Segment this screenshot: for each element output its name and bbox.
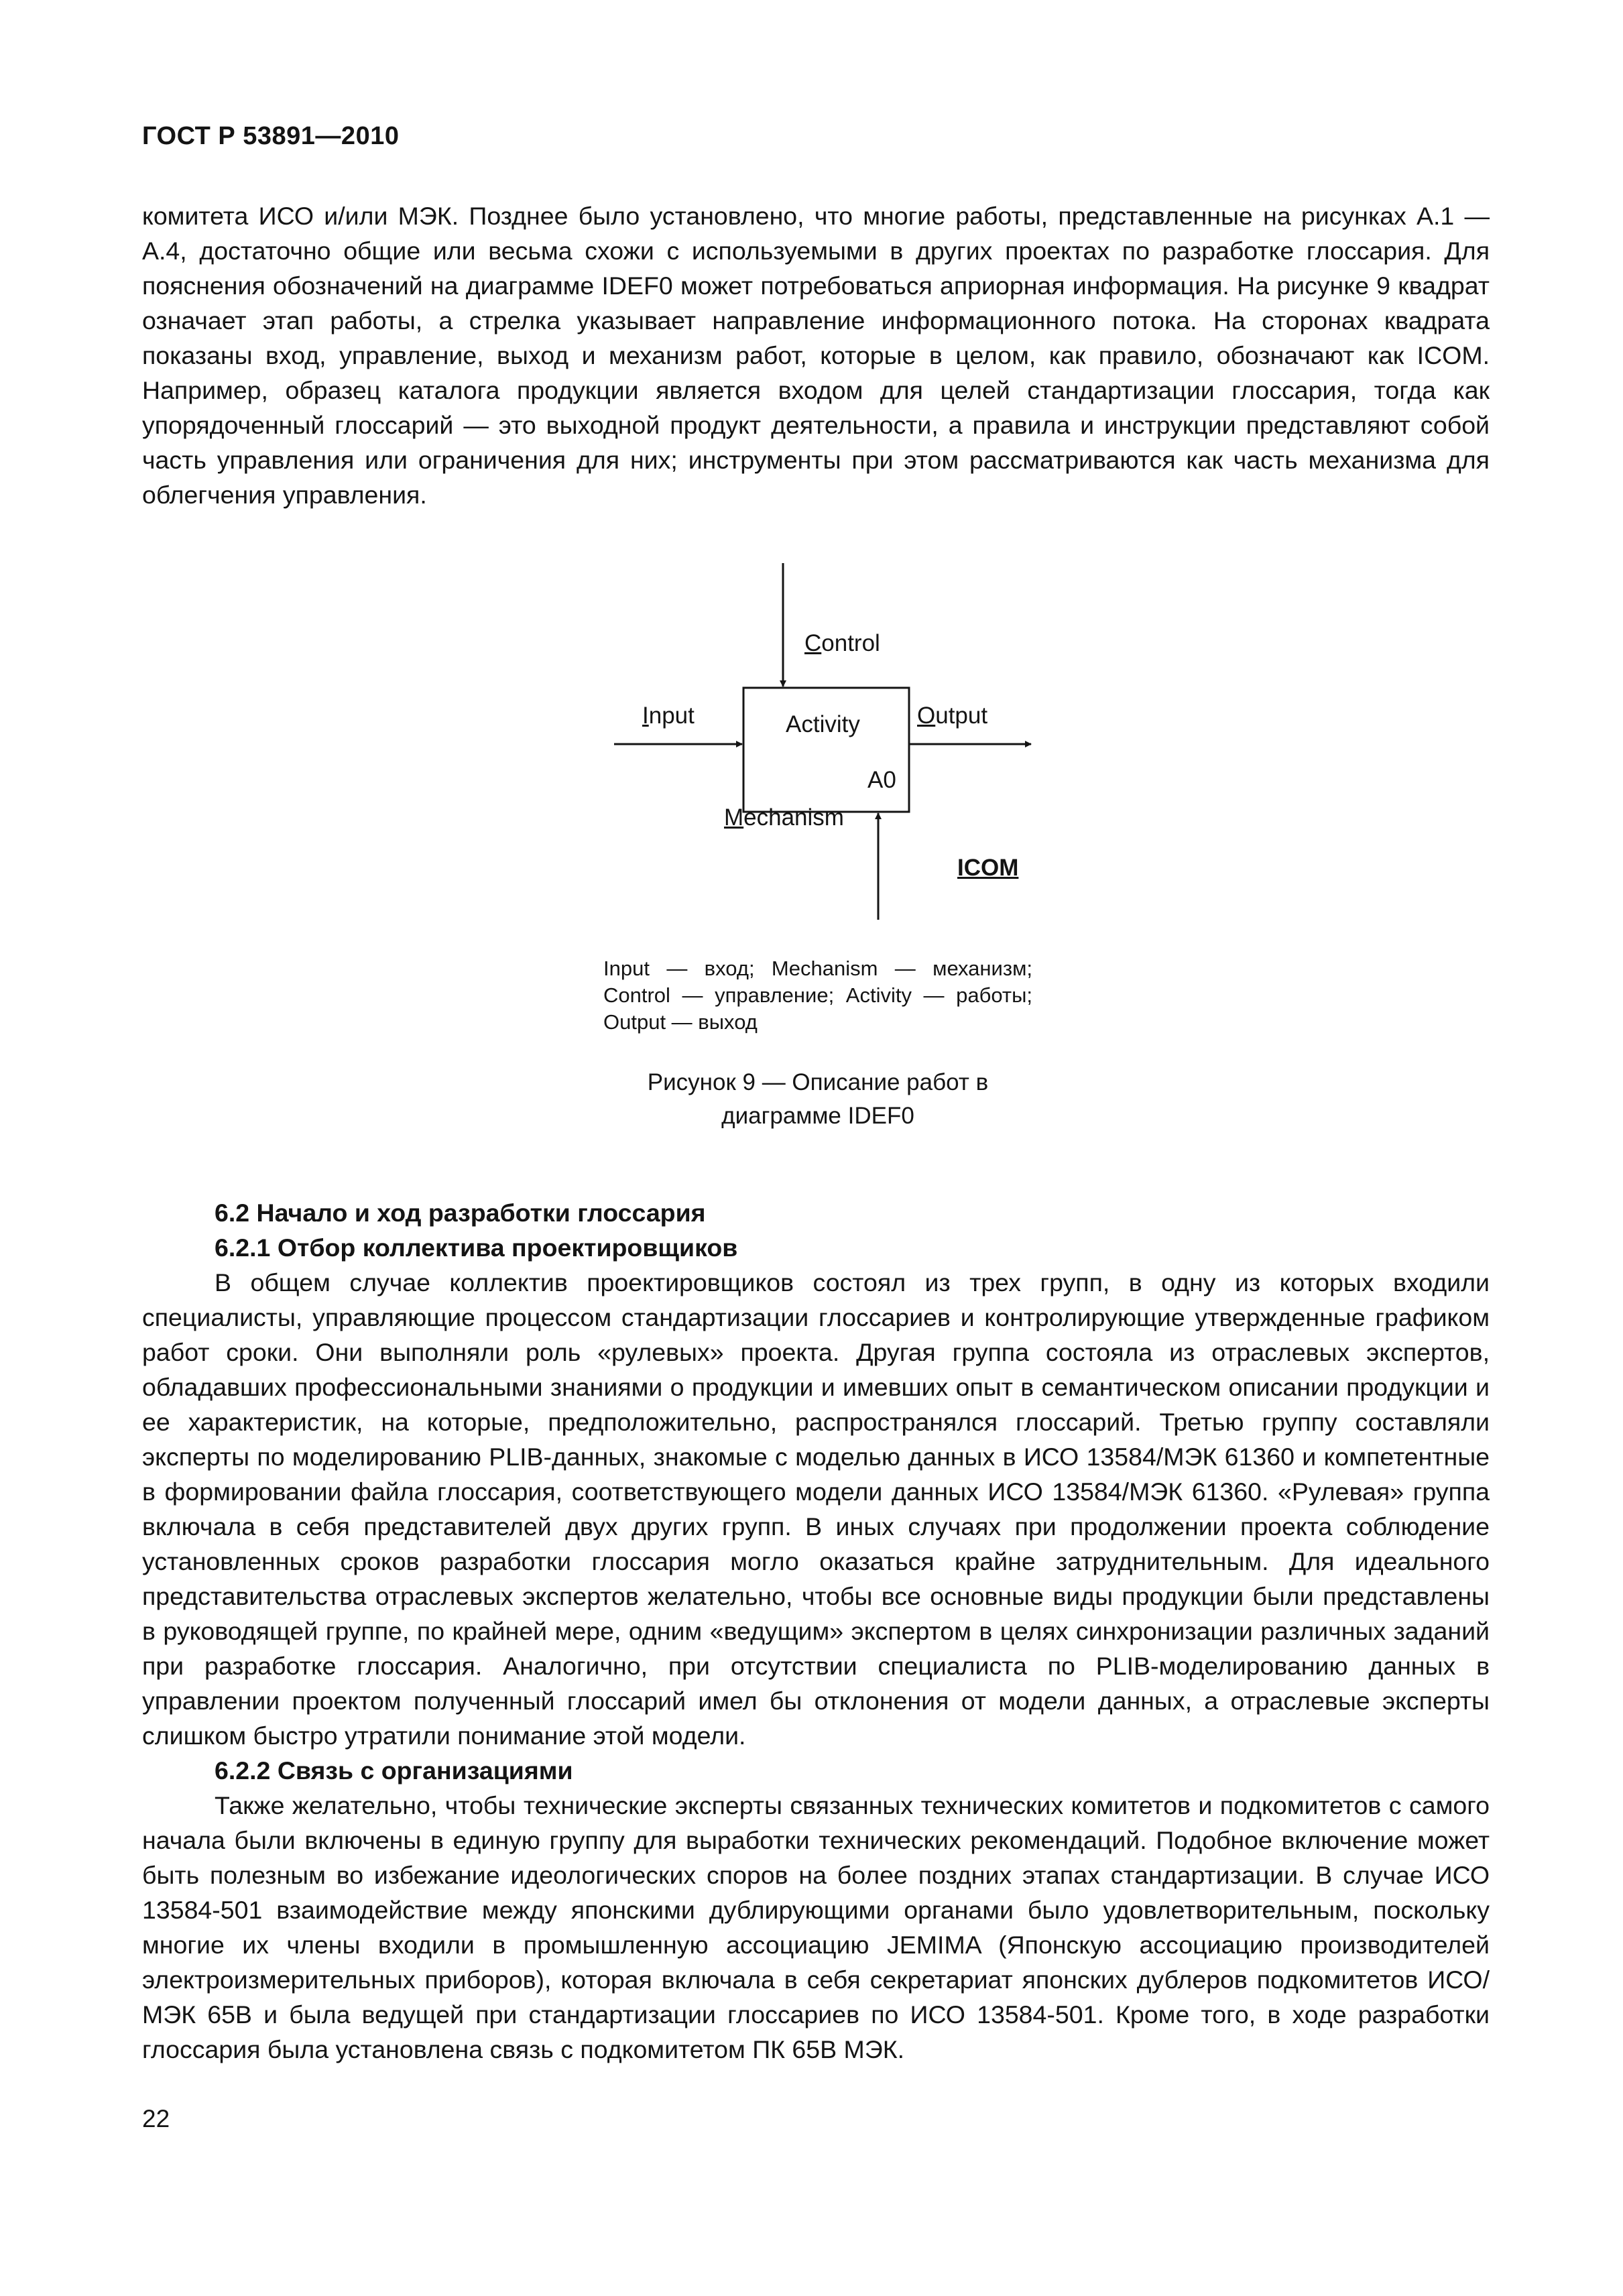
input-label: Input: [642, 703, 695, 729]
document-header: ГОСТ Р 53891—2010: [142, 122, 400, 150]
section-title-6-2: 6.2 Начало и ход разработки глоссария: [215, 1199, 706, 1227]
section-text-6-2-2: Также желательно, чтобы технические эксперты связанных технических комитетов и подкомитетов с самого начала были включены в единую группу для выработки технических рекомендаций. Подобное включение может быть полезным во избежание идеологических споров на более поздних этапах стандартизации. В случае ИСО 13584-501 взаимодействие между японскими дублирующими органами было удовлетворительным, поскольку многие их члены входили в промышленную ассоциацию JEMIMA (Японскую ассоциацию производителей электроизмерительных приборов), которая включала в себя секретариат японских дублеров подкомитетов ИСО/МЭК 65В и была ведущей при стандартизации глоссариев по ИСО 13584-501. Кроме того, в ходе разработки глоссария была установлена связь с подкомитетом ПК 65В МЭК.: [142, 1791, 1490, 2063]
section-text-6-2-1: В общем случае коллектив проектировщиков состоял из трех групп, в одну из которых входили специалисты, управляющие процессом стандартизации глоссариев и контролирующие утвержденные графиком работ сроки. Они выполняли роль «рулевых» проекта. Другая группа состояла из отраслевых экспертов, обладавших профессиональными знаниями о продукции и имевших опыт в семантическом описании продукции и ее характеристик, на которые, предположительно, распространялся глоссарий. Третью группу составляли эксперты по моделированию PLIB-данных, знакомые с моделью данных в ИСО 13584/МЭК 61360 и компетентные в формировании файла глоссария, соответствующего модели данных ИСО 13584/МЭК 61360. «Рулевая» группа включала в себя представителей двух других групп. В иных случаях при продолжении проекта соблюдение установленных сроков разработки глоссария могло оказаться крайне затруднительным. Для идеального представительства отраслевых экспертов желательно, чтобы все основные виды продукции были представлены в руководящей группе, по крайней мере, одним «ведущим» экспертом в целях синхронизации различных заданий при разработке глоссария. Аналогично, при отсутствии специалиста по PLIB-моделированию данных в управлении проектом полученный глоссарий имел бы отклонения от модели данных, а отраслевые эксперты слишком быстро утратили понимание этой модели.: [142, 1268, 1490, 1750]
section-6-2: [142, 1195, 1490, 2067]
section-title-6-2-1: 6.2.1 Отбор коллектива проектировщиков: [215, 1233, 738, 1262]
intro-paragraph: комитета ИСО и/или МЭК. Позднее было установлено, что многие работы, представленные на рисунках А.1 — А.4, достаточно общие или весьма схожи с используемыми в других проектах по разработке глоссария. Для пояснения обозначений на диаграмме IDEF0 может потребоваться априорная информация. На рисунке 9 квадрат означает этап работы, а стрелка указывает направление информационного потока. На сторонах квадрата показаны вход, управление, выход и механизм работ, которые в целом, как правило, обозначают как ICOM. Например, образец каталога продукции является входом для целей стандартизации глоссария, тогда как упорядоченный глоссарий — это выходной продукт деятельности, а правила и инструкции представляют собой часть управления или ограничения для них; инструменты при этом рассматриваются как часть механизма для облегчения управления.: [142, 202, 1490, 509]
control-label: Control: [804, 630, 880, 656]
section-title-6-2-2: 6.2.2 Связь с организациями: [215, 1756, 573, 1785]
output-label: Output: [917, 703, 988, 729]
page-number: 22: [142, 2105, 170, 2132]
intro-paragraph-block: [142, 198, 1490, 512]
icom-label: ICOM: [957, 855, 1019, 881]
idef0-figure: [590, 550, 1059, 925]
figure-legend: Input — вход; Mechanism — механизм; Control — управление; Activity — работы; Output — выход: [603, 957, 1032, 1034]
figure-caption: Рисунок 9 — Описание работ в диаграмме IDEF0: [647, 1069, 989, 1129]
activity-label: Activity: [786, 711, 860, 737]
mechanism-label: Mechanism: [724, 804, 844, 831]
node-number: A0: [867, 767, 896, 793]
